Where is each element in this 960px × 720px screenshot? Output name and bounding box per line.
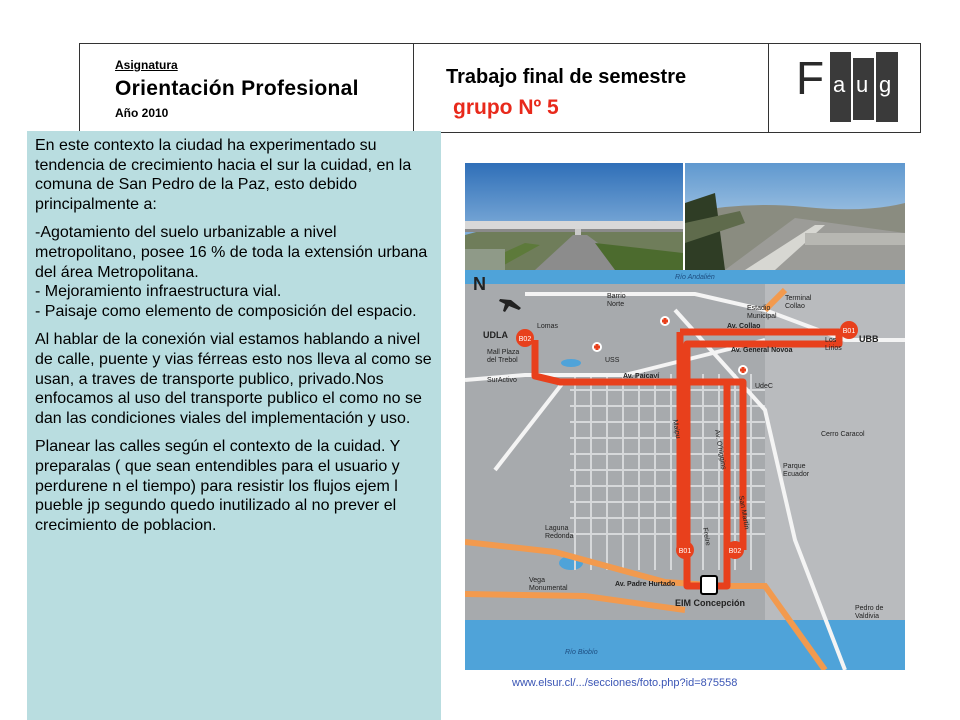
work-title: Trabajo final de semestre — [446, 66, 687, 88]
label-vega-monumental: Vega Monumental — [529, 577, 568, 592]
label-eim: EIM Concepción — [675, 598, 746, 608]
logo-tile-g-letter: g — [879, 72, 892, 97]
course-cell — [80, 44, 414, 132]
label-av-padre-hurtado: Av. Padre Hurtado — [615, 581, 676, 588]
label-av-general-novoa: Av. General Novoa — [731, 347, 793, 354]
photo-strip — [465, 163, 905, 270]
text-panel — [27, 131, 441, 720]
logo-tile-a-letter: a — [833, 72, 846, 97]
label-san-martin: San Martín — [737, 495, 750, 531]
bus-stop-icon — [701, 576, 717, 594]
label-uss: USS — [605, 357, 620, 364]
label-barrio-norte: Barrio Norte — [607, 293, 626, 308]
badge-b02-bottom — [726, 541, 744, 559]
label-av-collao: Av. Collao — [727, 323, 761, 330]
group-label: grupo Nº 5 — [453, 96, 559, 119]
faug-logo — [796, 50, 900, 126]
paragraph-planning: Planear las calles según el contexto de la cuidad. Y preparalas ( que sean entendibles para el usuario y perdurene n el tiempo) para resistir los flujos ejem l pueble jp segundo quedo inutilizado al no prever el crecimiento de poblacion. — [35, 438, 400, 534]
label-rio-biobio: Río Biobío — [565, 649, 598, 656]
label-av-paicavi: Av. Paicaví — [623, 373, 660, 380]
label-rio-andalien: Río Andalién — [675, 274, 715, 281]
pond — [561, 359, 581, 367]
logo-letter: F — [796, 52, 825, 104]
overpass-photo — [465, 163, 683, 270]
course-title: Orientación Profesional — [115, 77, 359, 100]
label-terminal: Terminal Collao — [785, 295, 812, 310]
cause-3: - Paisaje como elemento de composición del espacio. — [35, 302, 417, 320]
label-freire: Freire — [701, 527, 712, 547]
label-mall: Mall Plaza del Trebol — [487, 349, 520, 364]
label-udla: UDLA — [483, 330, 508, 340]
cause-2: - Mejoramiento infraestructura vial. — [35, 283, 282, 301]
image-source-caption: www.elsur.cl/.../secciones/foto.php?id=875558 — [512, 677, 738, 689]
label-av-ohiggins: Av. O'higgins — [713, 429, 727, 471]
svg-text:B02: B02 — [728, 548, 742, 555]
asignatura-label: Asignatura — [115, 58, 178, 72]
paragraph-causes — [35, 223, 435, 321]
course-year: Año 2010 — [115, 106, 169, 120]
label-ubb: UBB — [859, 334, 879, 344]
label-lomas: Lomas — [537, 323, 559, 330]
north-arrow: N — [473, 274, 486, 294]
label-cerro-caracol: Cerro Caracol — [821, 431, 865, 438]
badge-b02-top — [516, 329, 534, 347]
label-los-lirios: Los Lirios — [825, 337, 842, 352]
label-laguna-redonda: Laguna Redonda — [545, 525, 574, 540]
label-suractivo: SurActivo — [487, 377, 517, 384]
svg-text:B02: B02 — [518, 336, 532, 343]
label-estadio: Estadio Municipal — [747, 305, 777, 320]
cause-1: -Agotamiento del suelo urbanizable a nivel metropolitano, posee 16 % de toda la extensión urbana del área Metropolitana. — [35, 224, 428, 281]
paragraph-vial: Al hablar de la conexión vial estamos hablando a nivel de calle, puente y vias férreas esto nos lleva al como se usan, a traves de transporte publico, privado.Nos enfocamos al uso del transporte publico el como no se dan las condiciones viales del implementación y uso. — [35, 331, 432, 427]
logo-cell — [768, 44, 920, 132]
badge-b01-top — [840, 321, 858, 339]
label-maipu: Maipu — [671, 419, 682, 440]
highway-photo — [685, 163, 905, 270]
svg-text:B01: B01 — [678, 548, 692, 555]
paragraph-context: En este contexto la ciudad ha experimentado su tendencia de crecimiento hacia el sur la cuidad, en la comuna de San Pedro de la Paz, esto debido principalmente a: — [35, 137, 412, 213]
badge-b01-bottom — [676, 541, 694, 559]
river-biobio — [465, 620, 905, 670]
transport-map — [465, 270, 905, 670]
svg-text:B01: B01 — [842, 328, 856, 335]
header-table — [79, 43, 921, 133]
label-parque-ecuador: Parque Ecuador — [783, 463, 810, 478]
logo-tile-u-letter: u — [856, 72, 869, 97]
label-udec: UdeC — [755, 383, 773, 390]
label-pedro-valdivia: Pedro de Valdivia — [855, 605, 884, 620]
title-cell — [413, 44, 769, 132]
